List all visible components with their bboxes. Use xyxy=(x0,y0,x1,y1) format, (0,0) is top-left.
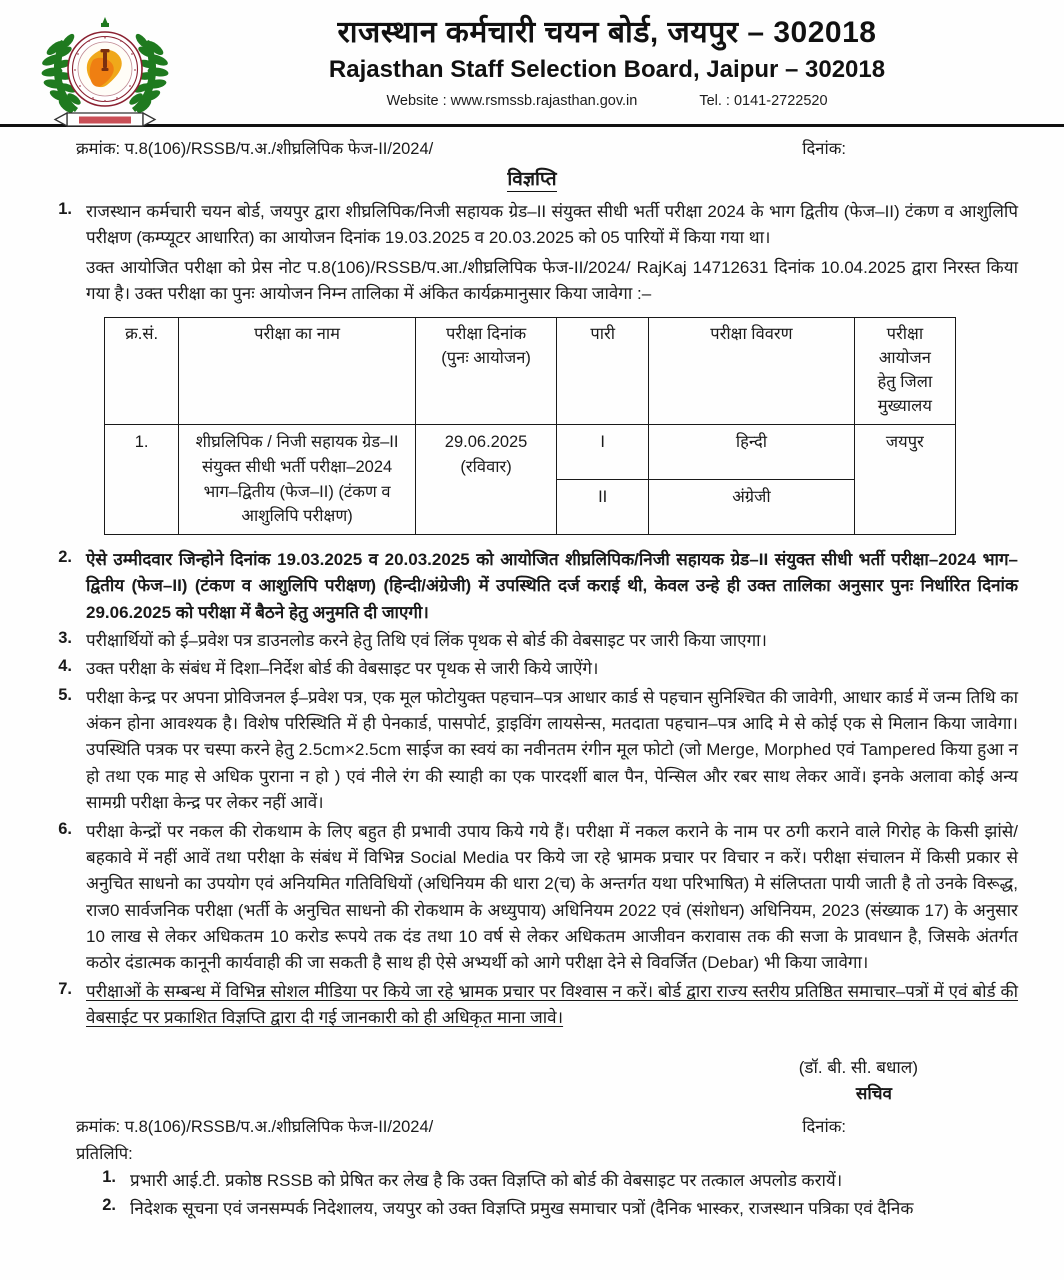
th-district-hq xyxy=(854,318,955,425)
point-number: 1. xyxy=(58,200,72,218)
table-row xyxy=(105,425,956,480)
th-exam-date-line1: परीक्षा दिनांक xyxy=(445,325,527,344)
th-hq-line4: मुख्यालय xyxy=(877,397,932,416)
board-title-english: Rajasthan Staff Selection Board, Jaipur – 302018 xyxy=(328,55,886,83)
th-hq-line3: हेतु जिला xyxy=(877,373,933,392)
list-item xyxy=(32,628,1032,654)
cell-shift-1: I xyxy=(557,425,649,480)
board-title-hindi: राजस्थान कर्मचारी चयन बोर्ड, जयपुर – 302018 xyxy=(337,16,877,49)
point-text: परीक्षाओं के सम्बन्ध में विभिन्न सोशल मीडिया पर किये जा रहे भ्रामक प्रचार पर विश्वास न करें। बोर्ड द्वारा राज्य स्तरीय प्रतिष्ठित समाचार–पत्रों में एवं बोर्ड की वेबसाईट पर प्रकाशित विज्ञप्ति द्वारा दी गई जानकारी को ही अधिकृत माना जावे। xyxy=(86,981,1018,1027)
document-body xyxy=(0,127,1064,1222)
cell-exam-name: शीघ्रलिपिक / निजी सहायक ग्रेड–II संयुक्त सीधी भर्ती परीक्षा–2024 भाग–द्वितीय (फेज–II) (टंकण व आशुलिपि परीक्षण) xyxy=(179,425,416,535)
letterhead-text xyxy=(210,10,1064,109)
point-number: 6. xyxy=(58,819,72,838)
th-exam-desc: परीक्षा विवरण xyxy=(649,318,855,425)
footer-date-label: दिनांक: xyxy=(802,1118,846,1137)
point-number: 7. xyxy=(58,979,72,998)
points-list xyxy=(32,199,1032,1031)
th-exam-name: परीक्षा का नाम xyxy=(179,318,416,425)
reference-row xyxy=(32,127,1032,159)
cell-shift-2: II xyxy=(557,480,649,535)
signatory-name: (डॉ. बी. सी. बधाल) xyxy=(798,1058,918,1078)
copy-text: निदेशक सूचना एवं जनसम्पर्क निदेशालय, जयपुर को उक्त विज्ञप्ति प्रमुख समाचार पत्रों (दैनिक भास्कर, राजस्थान पत्रिका एवं दैनिक xyxy=(130,1198,914,1218)
exam-schedule-table xyxy=(104,317,956,535)
point-text: परीक्षा केन्द्रों पर नकल की रोकथाम के लिए बहुत ही प्रभावी उपाय किये गये हैं। परीक्षा में नकल कराने के नाम पर ठगी कराने वाले गिरोह के किसी झांसे/बहकावे में नहीं आवें तथा परीक्षा के संबंध में विभिन्न Social Media पर किये जा रहे भ्रामक प्रचार पर विचार न करें। परीक्षा संचालन में किसी प्रकार से अनुचित साधनो का उपयोग एवं अनियमित गतिविधियों (अधिनियम की धारा 2(च) के अन्तर्गत यथा परिभाषित) मे संलिप्तता पायी जाती है तो उनके विरूद्ध, राज0 सार्वजनिक परीक्षा (भर्ती के अनुचित साधनो की रोकथाम के अध्युपाय) अधिनियम 2022 एवं (संशोधन) अधिनियम, 2023 (संख्याक 17) के अनुसार 10 लाख से लेकर अधिकतम 10 करोड रूपये तक दंड तथा 10 वर्ष से लेकर अधिकतम आजीवन करावास तक की सजा के प्रावधान है, जिसके अंतर्गत कठोर दंडात्मक कानूनी कार्यवाही की जा सकती है साथ ही ऐसे अभ्यर्थी को आगे परीक्षा देने से विवर्जित (Debar) भी किया जावेगा। xyxy=(86,821,1018,973)
point-text: उक्त परीक्षा के संबंध में दिशा–निर्देश बोर्ड की वेबसाइट पर पृथक से जारी किये जाऐंगे। xyxy=(86,659,599,679)
th-exam-date-line2: (पुनः आयोजन) xyxy=(441,349,531,368)
point-number: 4. xyxy=(58,657,72,676)
footer-reference-number: क्रमांक: प.8(106)/RSSB/प.अ./शीघ्रलिपिक फेज-II/2024/ xyxy=(76,1118,434,1137)
table-header xyxy=(105,318,956,425)
website-text: Website : www.rsmssb.rajasthan.gov.in xyxy=(386,92,638,109)
th-exam-date xyxy=(415,318,556,425)
copy-number: 1. xyxy=(102,1168,116,1187)
list-item xyxy=(32,685,1032,817)
th-shift: पारी xyxy=(557,318,649,425)
list-item xyxy=(32,547,1032,626)
cell-desc-1: हिन्दी xyxy=(649,425,855,480)
page-title-text: विज्ञप्ति xyxy=(507,169,557,190)
table-header-row xyxy=(105,318,956,425)
point-text: ऐसे उम्मीदवार जिन्होने दिनांक 19.03.2025 व 20.03.2025 को आयोजित शीघ्रलिपिक/निजी सहायक ग्रेड–II संयुक्त सीधी भर्ती परीक्षा–2024 भाग–द्वितीय (फेज–II) (टंकण व आशुलिपि परीक्षण) (हिन्दी/अंग्रेजी) में उपस्थिति दर्ज कराई थी, केवल उन्हे ही उक्त तालिका अनुसार पुनः निर्धारित दिनांक 29.06.2025 को परीक्षा में बैठने हेतु अनुमति दी जाएगी। xyxy=(86,550,1018,622)
letterhead xyxy=(0,0,1064,122)
list-item xyxy=(32,819,1032,977)
cell-desc-2: अंग्रेजी xyxy=(649,480,855,535)
list-item xyxy=(32,979,1032,1032)
th-hq-line1: परीक्षा xyxy=(886,325,924,344)
point-text: राजस्थान कर्मचारी चयन बोर्ड, जयपुर द्वारा शीघ्रलिपिक/निजी सहायक ग्रेड–II संयुक्त सीधी भर्ती परीक्षा 2024 के भाग द्वितीय (फेज–II) टंकण व आशुलिपि परीक्षण (कम्प्यूटर आधारित) का आयोजन दिनांक 19.03.2025 व 20.03.2025 को 05 पारियों में किया गया था। xyxy=(86,202,1018,248)
contact-line xyxy=(210,93,1004,109)
list-item xyxy=(32,1196,1032,1222)
copy-list xyxy=(32,1166,1032,1222)
list-item xyxy=(32,1168,1032,1194)
point-subtext: उक्त आयोजित परीक्षा को प्रेस नोट प.8(106)/RSSB/प.आ./शीघ्रलिपिक फेज-II/2024/ RajKaj 14712631 दिनांक 10.04.2025 द्वारा निरस्त किया गया है। उक्त परीक्षा का पुनः आयोजन निम्न तालिका में अंकित कार्यक्रमानुसार किया जावेगा :– xyxy=(86,257,1018,304)
page-title xyxy=(32,165,1032,191)
cell-exam-date-value: 29.06.2025 xyxy=(444,433,528,452)
list-item xyxy=(32,199,1032,307)
point-number: 2. xyxy=(58,548,72,567)
th-hq-line2: आयोजन xyxy=(878,349,931,368)
rsmssb-emblem-icon xyxy=(37,14,173,130)
signatory-designation: सचिव xyxy=(855,1083,892,1103)
cell-district-hq: जयपुर xyxy=(854,425,955,535)
copy-text: प्रभारी आई.टी. प्रकोष्ठ RSSB को प्रेषित कर लेख है कि उक्त विज्ञप्ति को बोर्ड की वेबसाइट पर तत्काल अपलोड करायें। xyxy=(130,1171,843,1191)
copy-number: 2. xyxy=(102,1195,116,1214)
signature-block xyxy=(32,1033,1032,1106)
table-body xyxy=(105,425,956,535)
footer-reference-row xyxy=(32,1106,1032,1137)
copy-to-label: प्रतिलिपि: xyxy=(76,1145,133,1164)
telephone-text: Tel. : 0141-2722520 xyxy=(699,92,828,109)
logo-container xyxy=(0,10,210,130)
point-text: परीक्षार्थियों को ई–प्रवेश पत्र डाउनलोड करने हेतु तिथि एवं लिंक पृथक से बोर्ड की वेबसाइट पर जारी किया जाएगा। xyxy=(86,631,768,651)
reference-date-label: दिनांक: xyxy=(802,140,846,158)
cell-exam-day-value: (रविवार) xyxy=(460,457,512,476)
table-container xyxy=(32,309,1032,545)
th-serial: क्र.सं. xyxy=(105,318,179,425)
cell-exam-date xyxy=(415,425,556,535)
list-item xyxy=(32,656,1032,682)
reference-number: क्रमांक: प.8(106)/RSSB/प.अ./शीघ्रलिपिक फेज-II/2024/ xyxy=(76,140,434,158)
point-number: 3. xyxy=(58,629,72,648)
point-number: 5. xyxy=(58,685,72,704)
cell-serial: 1. xyxy=(105,425,179,535)
point-text: परीक्षा केन्द्र पर अपना प्रोविजनल ई–प्रवेश पत्र, एक मूल फोटोयुक्त पहचान–पत्र आधार कार्ड से पहचान सुनिश्चित की जावेगी, आधार कार्ड में जन्म तिथि का अंकन होना आवश्यक है। विशेष परिस्थिति में ही पेनकार्ड, पासपोर्ट, ड्राइविंग लायसेन्स, मतदाता पहचान–पत्र आदि मे से कोई एक से मिलान किया जावेगा। उपस्थिति पत्रक पर चस्पा करने हेतु 2.5cm×2.5cm साईज का स्वयं का नवीनतम रंगीन मूल फोटो (जो Merge, Morphed एवं Tampered किया हुआ न हो तथा एक माह से अधिक पुराना न हो ) एवं नीले रंग की स्याही का एक पारदर्शी बाल पैन, पेन्सिल और रबर साथ लेकर आवें। इनके अलावा कोई अन्य सामग्री परीक्षा केन्द्र पर लेकर नहीं आवें। xyxy=(86,687,1018,813)
